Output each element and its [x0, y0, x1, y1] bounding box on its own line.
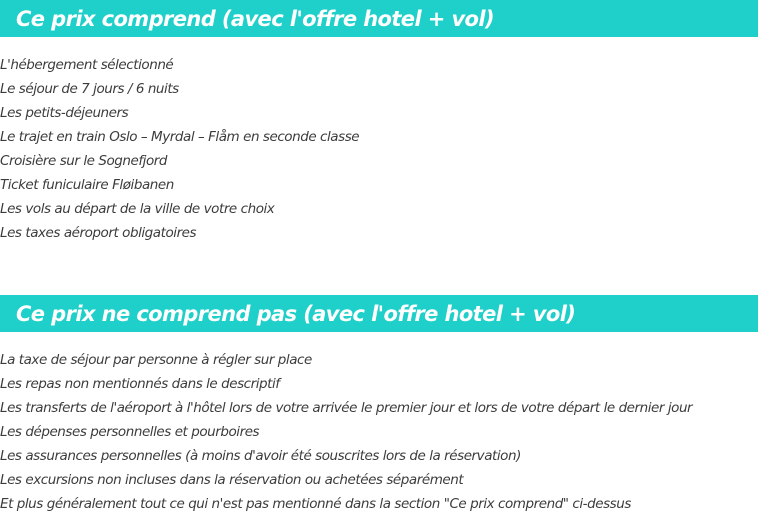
excluded-item: Les transferts de l'aéroport à l'hôtel lors de votre arrivée le premier jour et lors de votre départ le dernier jour: [0, 400, 693, 416]
excluded-item: Les assurances personnelles (à moins d'avoir été souscrites lors de la réservation): [0, 448, 521, 464]
included-item: Les petits-déjeuners: [0, 105, 129, 121]
included-item: Le séjour de 7 jours / 6 nuits: [0, 81, 179, 97]
excluded-heading-text: Ce prix ne comprend pas (avec l'offre hotel + vol): [16, 301, 576, 326]
excluded-item: Les repas non mentionnés dans le descriptif: [0, 376, 280, 392]
excluded-item: Les excursions non incluses dans la réservation ou achetées séparément: [0, 472, 464, 488]
included-section-heading: [0, 0, 758, 37]
included-item: Les taxes aéroport obligatoires: [0, 225, 197, 241]
included-item: Ticket funiculaire Fløibanen: [0, 177, 174, 193]
included-heading-text: Ce prix comprend (avec l'offre hotel + vol): [16, 6, 494, 31]
excluded-item: Et plus généralement tout ce qui n'est pas mentionné dans la section "Ce prix comprend" ci-dessus: [0, 496, 631, 512]
included-items-list: [0, 53, 359, 245]
excluded-item: La taxe de séjour par personne à régler sur place: [0, 352, 312, 368]
excluded-section-heading: [0, 295, 758, 332]
included-item: L'hébergement sélectionné: [0, 57, 174, 73]
excluded-item: Les dépenses personnelles et pourboires: [0, 424, 260, 440]
included-item: Croisière sur le Sognefjord: [0, 153, 167, 169]
included-item: Le trajet en train Oslo – Myrdal – Flåm en seconde classe: [0, 129, 360, 145]
excluded-items-list: [0, 348, 692, 516]
included-item: Les vols au départ de la ville de votre choix: [0, 201, 275, 217]
